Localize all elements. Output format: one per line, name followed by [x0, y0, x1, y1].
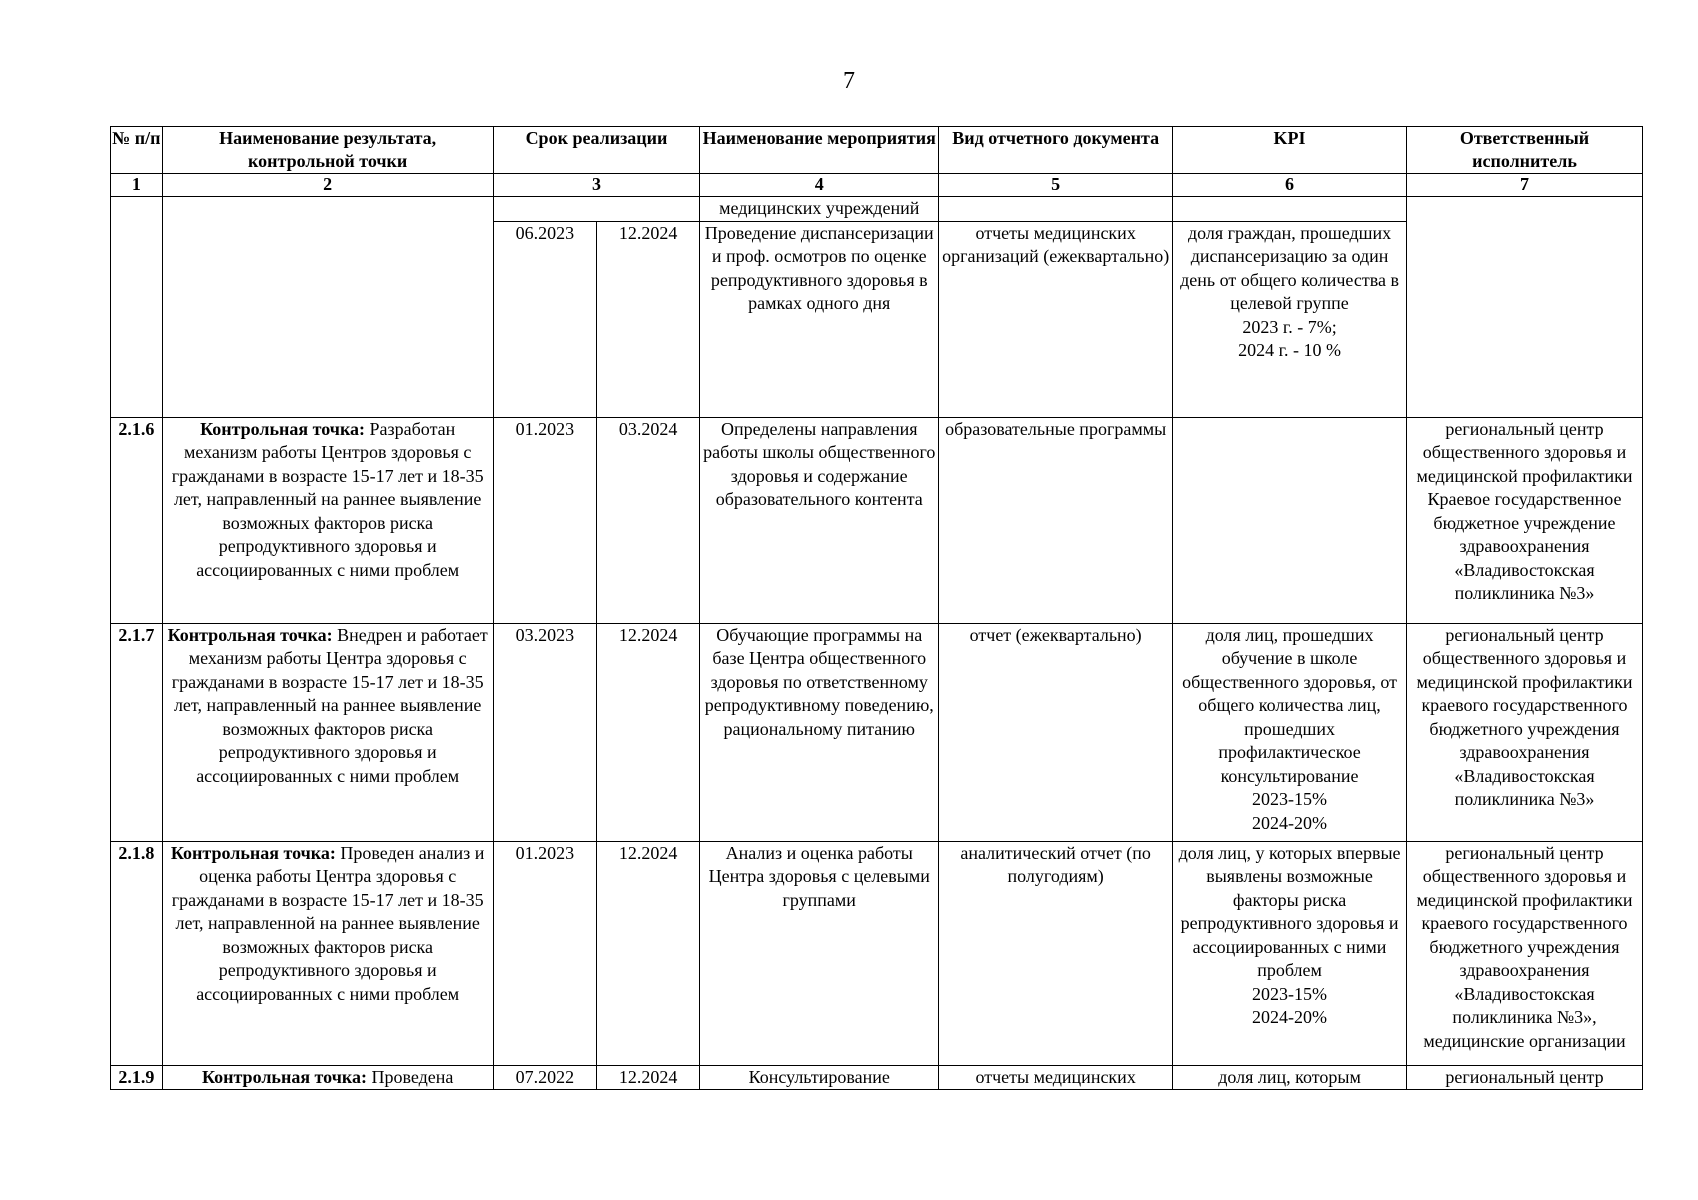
cell-responsible: региональный центр общественного здоровья и медицинской профилактики краевого государственного бюджетного учреждения здравоохранения «Владивостокская поликлиника №3», медицинские организации [1407, 841, 1643, 1065]
cell-kpi [1173, 197, 1407, 222]
cell-start-date: 03.2023 [493, 623, 596, 841]
cell-id: 2.1.6 [111, 417, 163, 623]
cell-start-date: 01.2023 [493, 417, 596, 623]
cell-end-date: 03.2024 [596, 417, 699, 623]
kpi-text: доля лиц, прошедших обучение в школе общественного здоровья, от общего количества лиц, прошедших профилактическое консультирование [1182, 624, 1398, 786]
cell-deadline-empty [493, 197, 700, 222]
cell-id: 2.1.9 [111, 1065, 163, 1090]
result-text: Проведен анализ и оценка работы Центра здоровья с гражданами в возрасте 15-17 лет и 18-35 лет, направленной на раннее выявление возможных факторов риска репродуктивного здоровья и ассоциированных с ними проблем [171, 842, 485, 1004]
cell-kpi [1173, 841, 1407, 1065]
kpi-target-2024: 2024 г. - 10 % [1238, 340, 1341, 360]
cell-end-date: 12.2024 [596, 221, 699, 417]
kpi-target-2024: 2024-20% [1252, 812, 1328, 833]
cell-event: Обучающие программы на базе Центра общественного здоровья по ответственному репродуктивному поведению, рациональному питанию [700, 623, 939, 841]
cell-end-date: 12.2024 [596, 841, 699, 1065]
column-number: 3 [493, 174, 700, 197]
result-text: Разработан механизм работы Центров здоровья с гражданами в возрасте 15-17 лет и 18-35 лет, направленный на раннее выявление возможных факторов риска репродуктивного здоровья и ассоциированных с ними проблем [171, 418, 484, 580]
header-deadline: Срок реализации [493, 127, 700, 174]
cell-result [162, 197, 493, 418]
header-event: Наименование мероприятия [700, 127, 939, 174]
cell-id: 2.1.7 [111, 623, 163, 841]
control-point-label: Контрольная точка: [167, 624, 333, 645]
kpi-target-2023: 2023 г. - 7%; [1242, 316, 1337, 337]
cell-responsible: региональный центр общественного здоровья и медицинской профилактики Краевое государственное бюджетное учреждение здравоохранения «Владивостокская поликлиника №3» [1407, 417, 1643, 623]
cell-document: образовательные программы [939, 417, 1173, 623]
column-number: 1 [111, 174, 163, 197]
kpi-target-2024: 2024-20% [1252, 1007, 1328, 1027]
table-header-row [111, 127, 1643, 174]
control-point-label: Контрольная точка: [201, 1066, 367, 1087]
table-row [111, 623, 1643, 841]
cell-kpi [1173, 623, 1407, 841]
cell-kpi [1173, 417, 1407, 623]
kpi-text: доля граждан, прошедших диспансеризацию за один день от общего количества в целевой группе [1180, 222, 1399, 313]
cell-kpi [1173, 221, 1407, 417]
cell-kpi: доля лиц, которым [1173, 1065, 1407, 1090]
cell-document: отчет (ежеквартально) [939, 623, 1173, 841]
control-point-label: Контрольная точка: [200, 418, 366, 439]
column-number: 7 [1407, 174, 1643, 197]
cell-id [111, 197, 163, 418]
column-number-row [111, 174, 1643, 197]
cell-start-date: 07.2022 [493, 1065, 596, 1090]
cell-document: аналитический отчет (по полугодиям) [939, 841, 1173, 1065]
cell-event: Анализ и оценка работы Центра здоровья с целевыми группами [700, 841, 939, 1065]
table-row [111, 1065, 1643, 1090]
column-number: 6 [1173, 174, 1407, 197]
cell-end-date: 12.2024 [596, 623, 699, 841]
header-result: Наименование результата, контрольной точки [162, 127, 493, 174]
kpi-text: доля лиц, у которых впервые выявлены возможные факторы риска репродуктивного здоровья и ассоциированных с ними проблем [1178, 842, 1401, 980]
header-document: Вид отчетного документа [939, 127, 1173, 174]
cell-event: Проведение диспансеризации и проф. осмотров по оценке репродуктивного здоровья в рамках одного дня [700, 221, 939, 417]
cell-id: 2.1.8 [111, 841, 163, 1065]
cell-document: отчеты медицинских организаций (ежеквартально) [939, 221, 1173, 417]
cell-event: медицинских учреждений [700, 197, 939, 222]
kpi-target-2023: 2023-15% [1252, 789, 1328, 809]
cell-responsible: региональный центр [1407, 1065, 1643, 1090]
table-row [111, 197, 1643, 222]
table-row [111, 841, 1643, 1065]
kpi-target-2023: 2023-15% [1252, 983, 1328, 1004]
cell-event: Консультирование [700, 1065, 939, 1090]
cell-document: отчеты медицинских [939, 1065, 1173, 1090]
cell-start-date: 01.2023 [493, 841, 596, 1065]
cell-document [939, 197, 1173, 222]
cell-result [162, 417, 493, 623]
cell-responsible: региональный центр общественного здоровья и медицинской профилактики краевого государственного бюджетного учреждения здравоохранения «Владивостокская поликлиника №3» [1407, 623, 1643, 841]
header-kpi: KPI [1173, 127, 1407, 174]
result-text: Внедрен и работает механизм работы Центра здоровья с гражданами в возрасте 15-17 лет и 18-35 лет, направленный на раннее выявление возможных факторов риска репродуктивного здоровья и ассоциированных с ними проблем [171, 624, 488, 786]
column-number: 2 [162, 174, 493, 197]
plan-table [110, 126, 1643, 1090]
column-number: 5 [939, 174, 1173, 197]
column-number: 4 [700, 174, 939, 197]
cell-result [162, 623, 493, 841]
control-point-label: Контрольная точка: [170, 842, 336, 863]
table-row [111, 417, 1643, 623]
cell-start-date: 06.2023 [493, 221, 596, 417]
cell-end-date: 12.2024 [596, 1065, 699, 1090]
result-text: Проведена [371, 1066, 454, 1087]
cell-event: Определены направления работы школы общественного здоровья и содержание образовательного контента [700, 417, 939, 623]
page-number: 7 [843, 68, 855, 94]
cell-result [162, 1065, 493, 1090]
header-responsible: Ответственный исполнитель [1407, 127, 1643, 174]
cell-result [162, 841, 493, 1065]
cell-responsible [1407, 197, 1643, 418]
header-number: № п/п [111, 127, 163, 174]
